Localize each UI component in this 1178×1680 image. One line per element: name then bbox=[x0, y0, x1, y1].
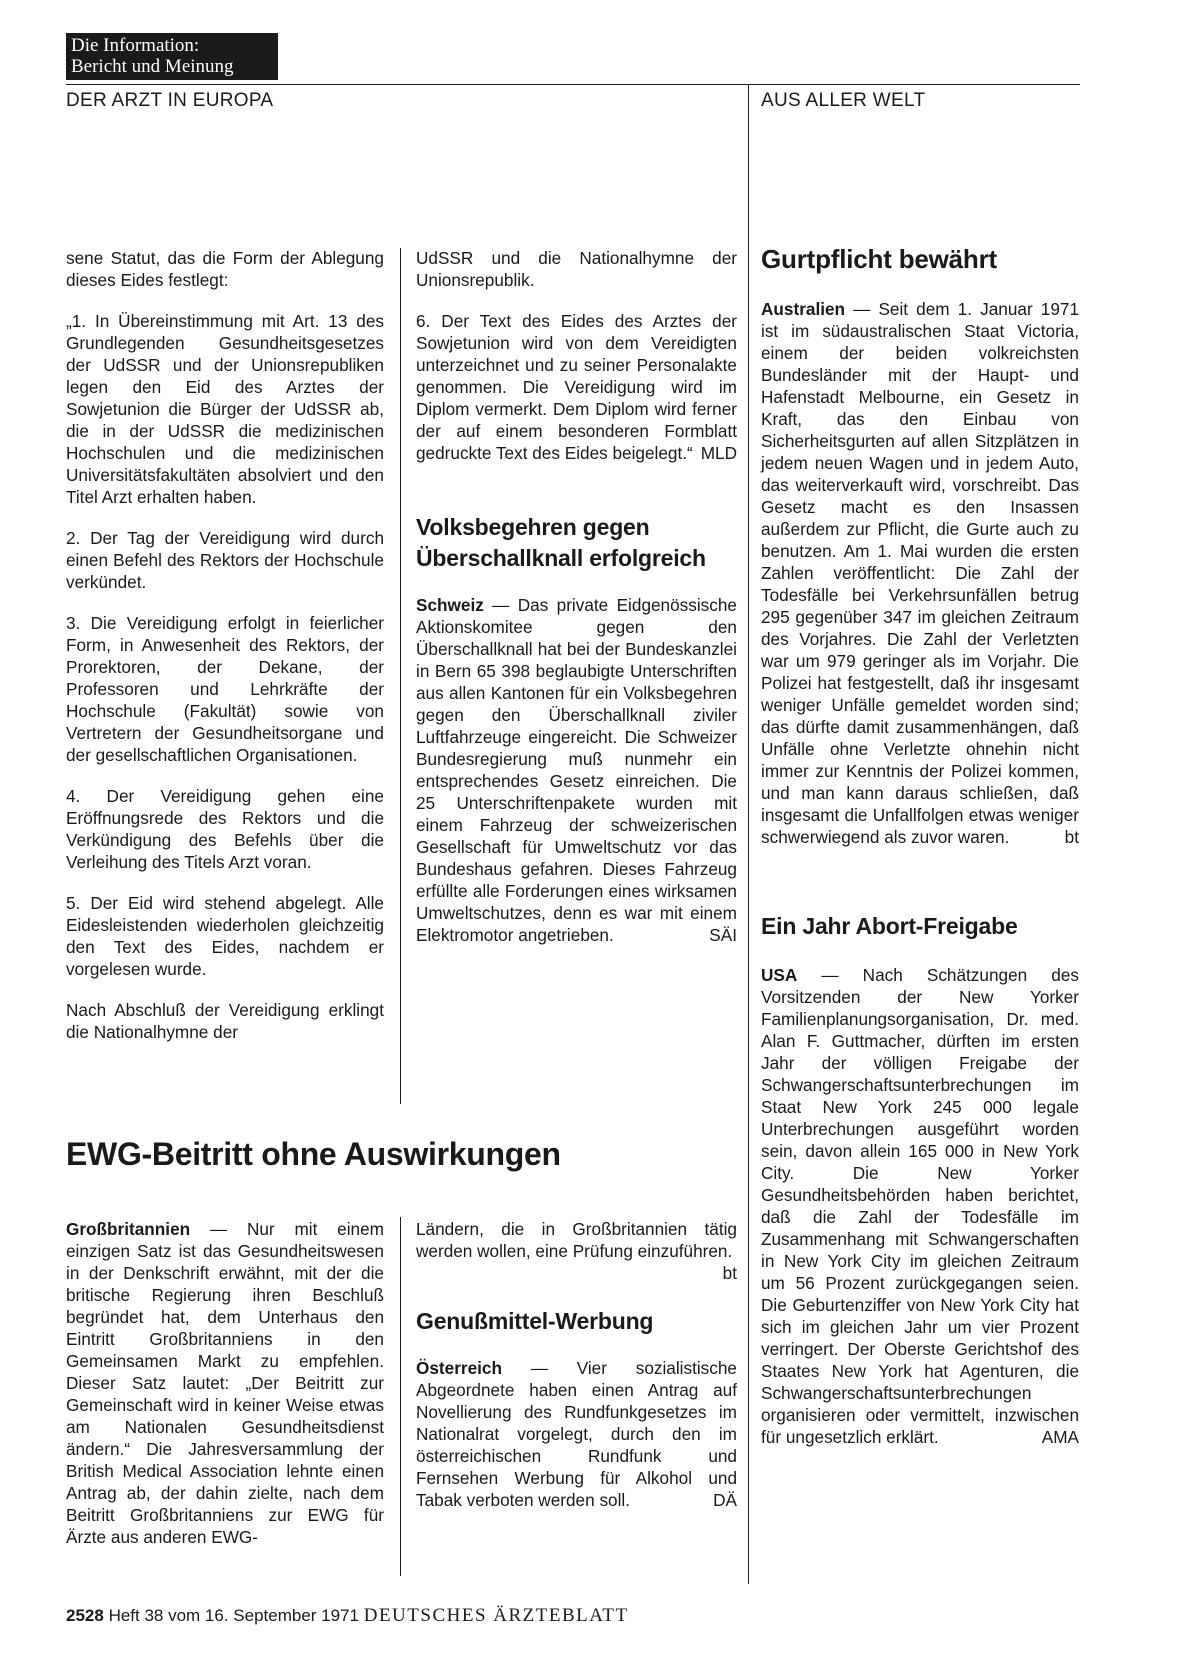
article-title-ewg: EWG-Beitritt ohne Auswirkungen bbox=[66, 1136, 561, 1172]
article-text: — Nur mit einem einzigen Satz ist das Gesundheitswesen in der Denkschrift erwähnt, mit der die britische Regierung ihren Beschluß begründet hat, dem Unterhaus den Eintritt Großbritanniens in den Gemeinsamen Markt zu empfehlen. Dieser Satz lautet: „Der Beitritt zur Gemeinschaft wird in keiner Weise etwas am Nationalen Gesundheitsdienst ändern.“ Die Jahresversammlung der British Medical Association lehnte einen Antrag ab, der dahin zielte, nach dem Beitritt Großbritanniens zur EWG für Ärzte aus anderen EWG- bbox=[66, 1219, 384, 1547]
column-oath-right bbox=[416, 247, 737, 946]
article-body-genuss bbox=[416, 1357, 737, 1511]
paragraph: sene Statut, das die Form der Ablegung dieses Eides festlegt: bbox=[66, 248, 384, 290]
column-rule-upper bbox=[400, 248, 401, 1104]
publication-name: DEUTSCHES ÄRZTEBLATT bbox=[363, 1605, 629, 1626]
article-title-genuss: Genußmittel-Werbung bbox=[416, 1308, 654, 1334]
article-title-abort: Ein Jahr Abort-Freigabe bbox=[761, 913, 1018, 939]
article-body-gurtpflicht bbox=[761, 298, 1079, 848]
article-lead: Australien bbox=[761, 299, 846, 319]
article-lead: USA bbox=[761, 965, 798, 985]
author-signature: AMA bbox=[1041, 1427, 1079, 1447]
article-lead: Schweiz bbox=[416, 595, 484, 615]
paragraph: 2. Der Tag der Vereidigung wird durch einen Befehl des Rektors der Hochschule verkündet. bbox=[66, 528, 384, 592]
column-rule-lower bbox=[400, 1217, 401, 1576]
header-rule bbox=[66, 84, 1080, 85]
paragraph: 4. Der Vereidigung gehen eine Eröffnungsrede des Rektors und die Verkündigung des Befehls über die Verleihung des Titels Arzt voran. bbox=[66, 786, 384, 872]
paragraph-text: 6. Der Text des Eides des Arztes der Sowjetunion wird von dem Vereidigten unterzeichnet und zu seiner Personalakte genommen. Die Vereidigung wird im Diplom vermerkt. Dem Diplom wird ferner der auf einem besonderen Formblatt gedruckte Text des Eides beigelegt.“ bbox=[416, 311, 737, 463]
article-text: — Nach Schätzungen des Vorsitzenden der New Yorker Familienplanungsorganisation, Dr. med. Alan F. Guttmacher, dürften im ersten Jahr der völligen Freigabe der Schwangerschaftsunterbrechungen im Staat New York 245 000 legale Unterbrechungen ausgeführt worden sein, davon allein 165 000 in New York City. Die New Yorker Gesundheitsbehörden haben berichtet, daß die Zahl der Todesfälle im Zusammenhang mit Schwangerschaften in New York City im gleichen Zeitraum um 56 Prozent zurückgegangen seien. Die Geburtenziffer von New York City hat sich im gleichen Jahr um vier Prozent verringert. Der Oberste Gerichtshof des Staates New York hat Agenturen, die Schwangerschaftsunterbrechungen organisieren oder vermittelt, inzwischen für ungesetzlich erklärt. bbox=[761, 965, 1079, 1447]
section-badge bbox=[66, 33, 278, 80]
page-number: 2528 bbox=[66, 1606, 104, 1625]
badge-line-2: Bericht und Meinung bbox=[71, 56, 234, 77]
paragraph bbox=[416, 1218, 737, 1283]
column-rule-right bbox=[748, 84, 749, 1584]
issue-info: Heft 38 vom 16. September 1971 bbox=[108, 1606, 359, 1625]
article-title-volksbegehren: Volksbegehren gegen Überschallknall erfolgreich bbox=[416, 514, 706, 571]
article-text: Ländern, die in Großbritannien tätig werden wollen, eine Prüfung einzuführen. bbox=[416, 1219, 737, 1261]
paragraph: UdSSR und die Nationalhymne der Unionsrepublik. bbox=[416, 248, 737, 290]
column-aus-aller-welt bbox=[761, 244, 1079, 1448]
author-signature: MLD bbox=[700, 443, 737, 463]
paragraph: „1. In Übereinstimmung mit Art. 13 des Grundlegenden Gesundheitsgesetzes der UdSSR und der Unionsrepubliken legen den Eid des Arztes der Sowjetunion die Bürger der UdSSR ab, die in der UdSSR die medizinischen Hochschulen und die medizinischen Universitätsfakultäten absolviert und den Titel Arzt erhalten haben. bbox=[66, 311, 384, 507]
paragraph: Nach Abschluß der Vereidigung erklingt die Nationalhymne der bbox=[66, 1000, 384, 1042]
article-text: — Das private Eidgenössische Aktionskomitee gegen den Überschallknall hat bei der Bundeskanzlei in Bern 65 398 beglaubigte Unterschriften aus allen Kantonen für ein Volksbegehren gegen den Überschallknall ziviler Luftfahrzeuge eingereicht. Die Schweizer Bundesregierung muß nunmehr ein entsprechendes Gesetz einreichen. Die 25 Unterschriftenpakete wurden mit einem Fahrzeug der schweizerischen Gesellschaft für Umweltschutz vor das Bundeshaus gefahren. Dieses Fahrzeug erfüllte alle Forderungen eines wirksamen Umweltschutzes, denn es war mit einem Elektromotor angetrieben. bbox=[416, 595, 737, 945]
paragraph: 3. Die Vereidigung erfolgt in feierlicher Form, in Anwesenheit des Rektors, der Prorektoren, der Dekane, der Professoren und Lehrkräfte der Hochschule (Fakultät) sowie von Vertretern der Gesundheitsorgane und der gesellschaftlichen Organisationen. bbox=[66, 613, 384, 765]
column-oath-left bbox=[66, 247, 384, 1043]
author-signature: bt bbox=[1064, 827, 1079, 847]
article-lead: Großbritannien bbox=[66, 1219, 191, 1239]
paragraph: 5. Der Eid wird stehend abgelegt. Alle Eidesleistenden wiederholen gleichzeitig den Text des Eides, nachdem er vorgelesen wurde. bbox=[66, 893, 384, 979]
article-body-ewg-right bbox=[416, 1218, 737, 1511]
article-text: — Vier sozialistische Abgeordnete haben einen Antrag auf Novellierung des Rundfunkgesetzes im Nationalrat vorgelegt, durch den im österreichischen Rundfunk und Fernsehen Werbung für Alkohol und Tabak verboten werden soll. bbox=[416, 1358, 737, 1510]
article-title-gurtpflicht: Gurtpflicht bewährt bbox=[761, 244, 997, 274]
author-signature: SÄI bbox=[709, 925, 737, 945]
article-body-ewg-left bbox=[66, 1218, 384, 1548]
author-signature: bt bbox=[722, 1263, 737, 1283]
author-signature: DÄ bbox=[713, 1490, 737, 1510]
article-body-volksbegehren bbox=[416, 594, 737, 946]
left-section-label: DER ARZT IN EUROPA bbox=[66, 90, 274, 111]
article-body-abort bbox=[761, 964, 1079, 1448]
page-footer bbox=[66, 1605, 629, 1627]
article-text: — Seit dem 1. Januar 1971 ist im südaustralischen Staat Victoria, einem der beiden volkreichsten Bundesländer mit der Haupt- und Hafenstadt Melbourne, ein Gesetz in Kraft, das den Einbau von Sicherheitsgurten auf allen Sitzplätzen in jedem neuen Wagen und in jedem Auto, das weiterverkauft wird, vorschreibt. Das Gesetz macht es den Insassen außerdem zur Pflicht, die Gurte auch zu benutzen. Am 1. Mai wurden die ersten Zahlen veröffentlicht: Die Zahl der Todesfälle bei Verkehrsunfällen betrug 295 gegenüber 347 im gleichen Zeitraum des Vorjahres. Die Zahl der Verletzten war um 979 geringer als im Vorjahr. Die Polizei hat festgestellt, daß ihr insgesamt weniger Unfälle gemeldet worden sind; das dürfte damit zusammenhängen, daß Unfälle ohne Verletzte ohnehin nicht immer zur Kenntnis der Polizei kommen, und man kann daraus schließen, daß insgesamt die Unfallfolgen etwas weniger schwerwiegend als zuvor waren. bbox=[761, 299, 1079, 847]
paragraph bbox=[66, 1218, 384, 1548]
right-section-label: AUS ALLER WELT bbox=[761, 90, 926, 111]
article-lead: Österreich bbox=[416, 1358, 502, 1378]
badge-line-1: Die Information: bbox=[71, 35, 200, 56]
paragraph bbox=[416, 310, 737, 464]
